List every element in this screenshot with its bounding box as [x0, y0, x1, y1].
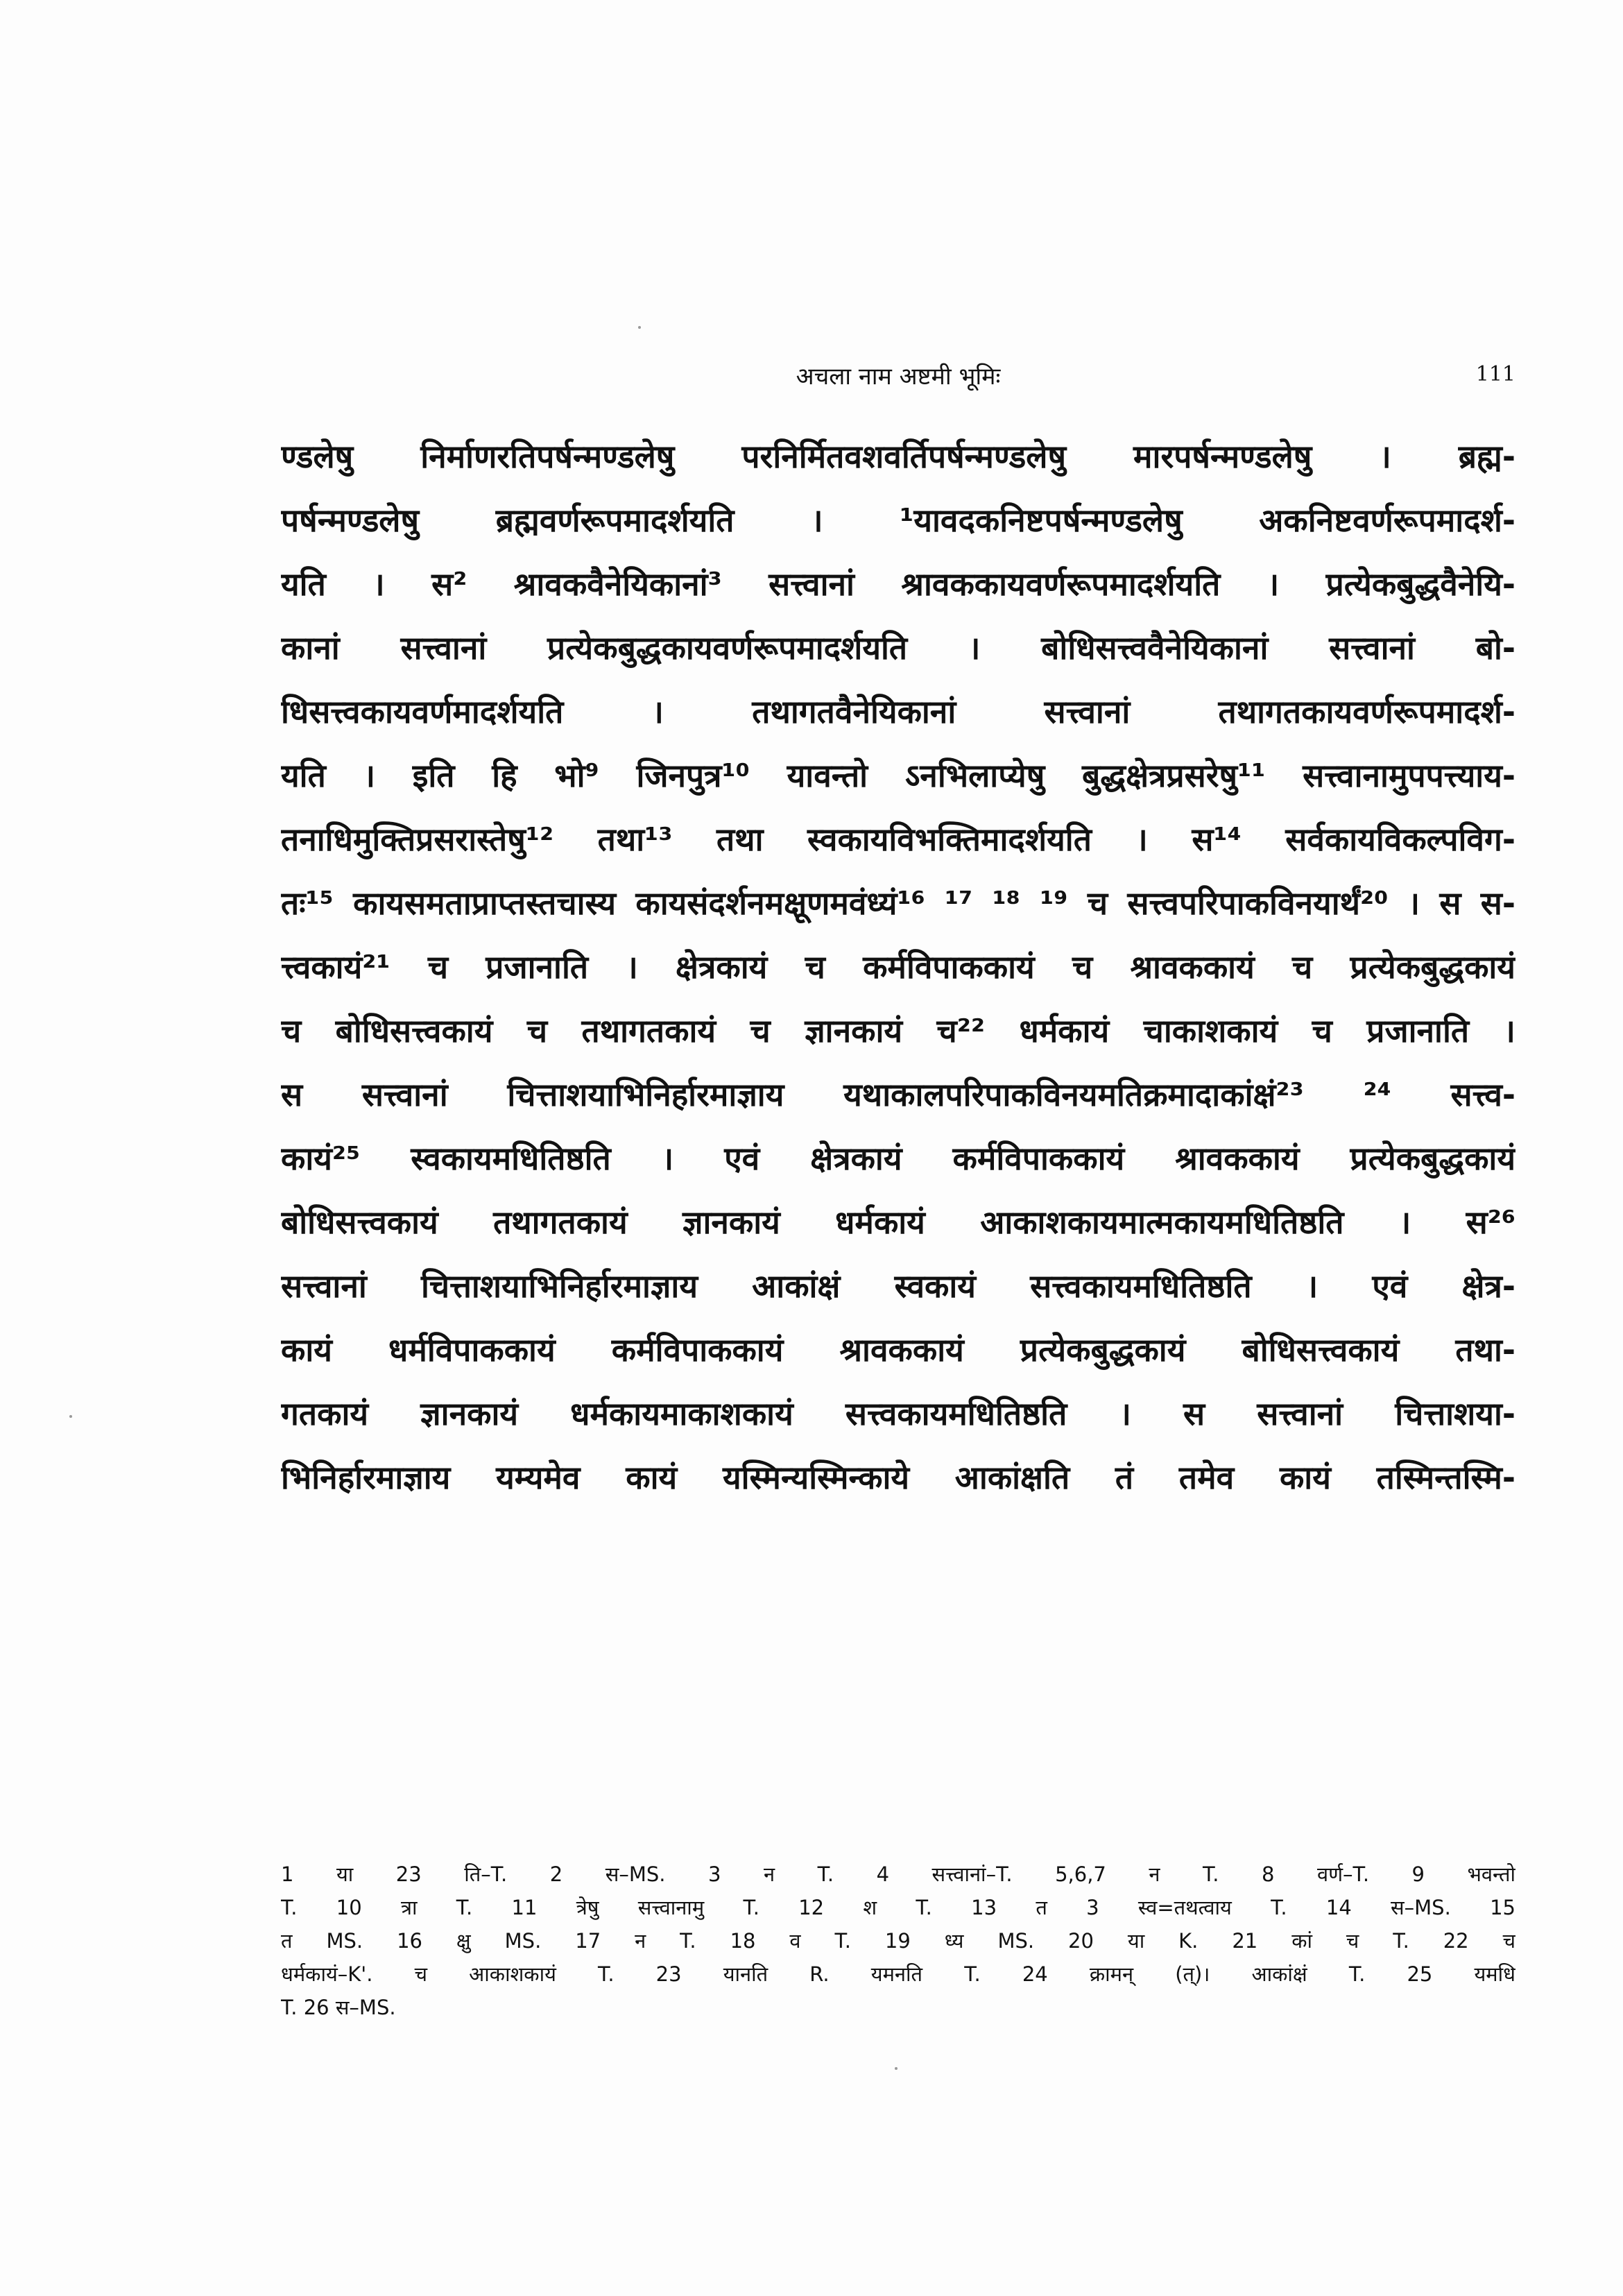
- page-number: 111: [1475, 362, 1515, 386]
- text-line: यति । स² श्रावकवैनेयिकानां³ सत्त्वानां श्रावककायवर्णरूपमादर्शयति । प्रत्येकबुद्धवैनेयि-: [281, 565, 1515, 603]
- scan-speck: [638, 326, 641, 329]
- footnote-line: T. 26 स–MS.: [281, 1996, 396, 2019]
- text-line: ण्डलेषु निर्माणरतिपर्षन्मण्डलेषु परनिर्मितवशवर्तिपर्षन्मण्डलेषु मारपर्षन्मण्डलेषु । ब्रह्म-: [281, 438, 1515, 475]
- running-title: अचला नाम अष्टमी भूमिः: [796, 363, 1001, 391]
- scan-speck: [69, 1415, 72, 1418]
- footnote-line: त MS. 16 क्षु MS. 17 न T. 18 व T. 19 ध्य MS. 20 या K. 21 कां च T. 22 च: [281, 1929, 1515, 1953]
- main-text: [281, 425, 1515, 1509]
- text-line: भिनिर्हारमाज्ञाय यम्यमेव कायं यस्मिन्यस्मिन्काये आकांक्षति तं तमेव कायं तस्मिन्तस्मि-: [281, 1459, 1515, 1496]
- text-line: स सत्त्वानां चित्ताशयाभिनिर्हारमाज्ञाय यथाकालपरिपाकविनयमतिक्रमादाकांक्षं²³ ²⁴ सत्त्व-: [281, 1076, 1515, 1113]
- footnote-line: धर्मकायं–K'. च आकाशकायं T. 23 यानति R. यमनति T. 24 क्रामन् (त्)। आकांक्षं T. 25 यमधि: [281, 1962, 1515, 1986]
- text-line: सत्त्वानां चित्ताशयाभिनिर्हारमाज्ञाय आकांक्षं स्वकायं सत्त्वकायमधितिष्ठति । एवं क्षेत्र-: [281, 1267, 1515, 1305]
- text-line: तः¹⁵ कायसमताप्राप्तस्तचास्य कायसंदर्शनमक्षूणमवंध्यं¹⁶ ¹⁷ ¹⁸ ¹⁹ च सत्त्वपरिपाकविनयार्थं²⁰ । स स-: [281, 884, 1515, 922]
- text-line: कानां सत्त्वानां प्रत्येकबुद्धकायवर्णरूपमादर्शयति । बोधिसत्त्ववैनेयिकानां सत्त्वानां बो-: [281, 629, 1515, 667]
- text-line: गतकायं ज्ञानकायं धर्मकायमाकाशकायं सत्त्वकायमधितिष्ठति । स सत्त्वानां चित्ताशया-: [281, 1395, 1515, 1432]
- page-header: [281, 359, 1515, 394]
- text-line: बोधिसत्त्वकायं तथागतकायं ज्ञानकायं धर्मकायं आकाशकायमात्मकायमधितिष्ठति । स²⁶: [281, 1203, 1515, 1241]
- text-line: यति । इति हि भो⁹ जिनपुत्र¹⁰ यावन्तो ऽनभिलाप्येषु बुद्धक्षेत्रप्रसरेषु¹¹ सत्त्वानामुपपत्त्याय-: [281, 757, 1515, 794]
- text-line: तनाधिमुक्तिप्रसरास्तेषु¹² तथा¹³ तथा स्वकायविभक्तिमादर्शयति । स¹⁴ सर्वकायविकल्पविग-: [281, 821, 1515, 858]
- footnotes: [281, 1858, 1515, 2024]
- text-line: च बोधिसत्त्वकायं च तथागतकायं च ज्ञानकायं च²² धर्मकायं चाकाशकायं च प्रजानाति ।: [281, 1012, 1515, 1050]
- footnote-line: 1 या 23 ति–T. 2 स–MS. 3 न T. 4 सत्त्वानां–T. 5,6,7 न T. 8 वर्ण–T. 9 भवन्तो: [281, 1862, 1515, 1886]
- text-line: त्त्वकायं²¹ च प्रजानाति । क्षेत्रकायं च कर्मविपाककायं च श्रावककायं च प्रत्येकबुद्धकायं: [281, 948, 1515, 986]
- scan-speck: [895, 2067, 898, 2070]
- text-line: कायं धर्मविपाककायं कर्मविपाककायं श्रावककायं प्रत्येकबुद्धकायं बोधिसत्त्वकायं तथा-: [281, 1331, 1515, 1369]
- text-line: धिसत्त्वकायवर्णमादर्शयति । तथागतवैनेयिकानां सत्त्वानां तथागतकायवर्णरूपमादर्श-: [281, 693, 1515, 730]
- text-line: पर्षन्मण्डलेषु ब्रह्मवर्णरूपमादर्शयति । ¹यावदकनिष्टपर्षन्मण्डलेषु अकनिष्टवर्णरूपमादर्श-: [281, 502, 1515, 539]
- text-line: कायं²⁵ स्वकायमधितिष्ठति । एवं क्षेत्रकायं कर्मविपाककायं श्रावककायं प्रत्येकबुद्धकायं: [281, 1140, 1515, 1177]
- footnote-line: T. 10 त्रा T. 11 त्रेषु सत्त्वानामु T. 12 श T. 13 त 3 स्व=तथत्वाय T. 14 स–MS. 15: [281, 1896, 1515, 1919]
